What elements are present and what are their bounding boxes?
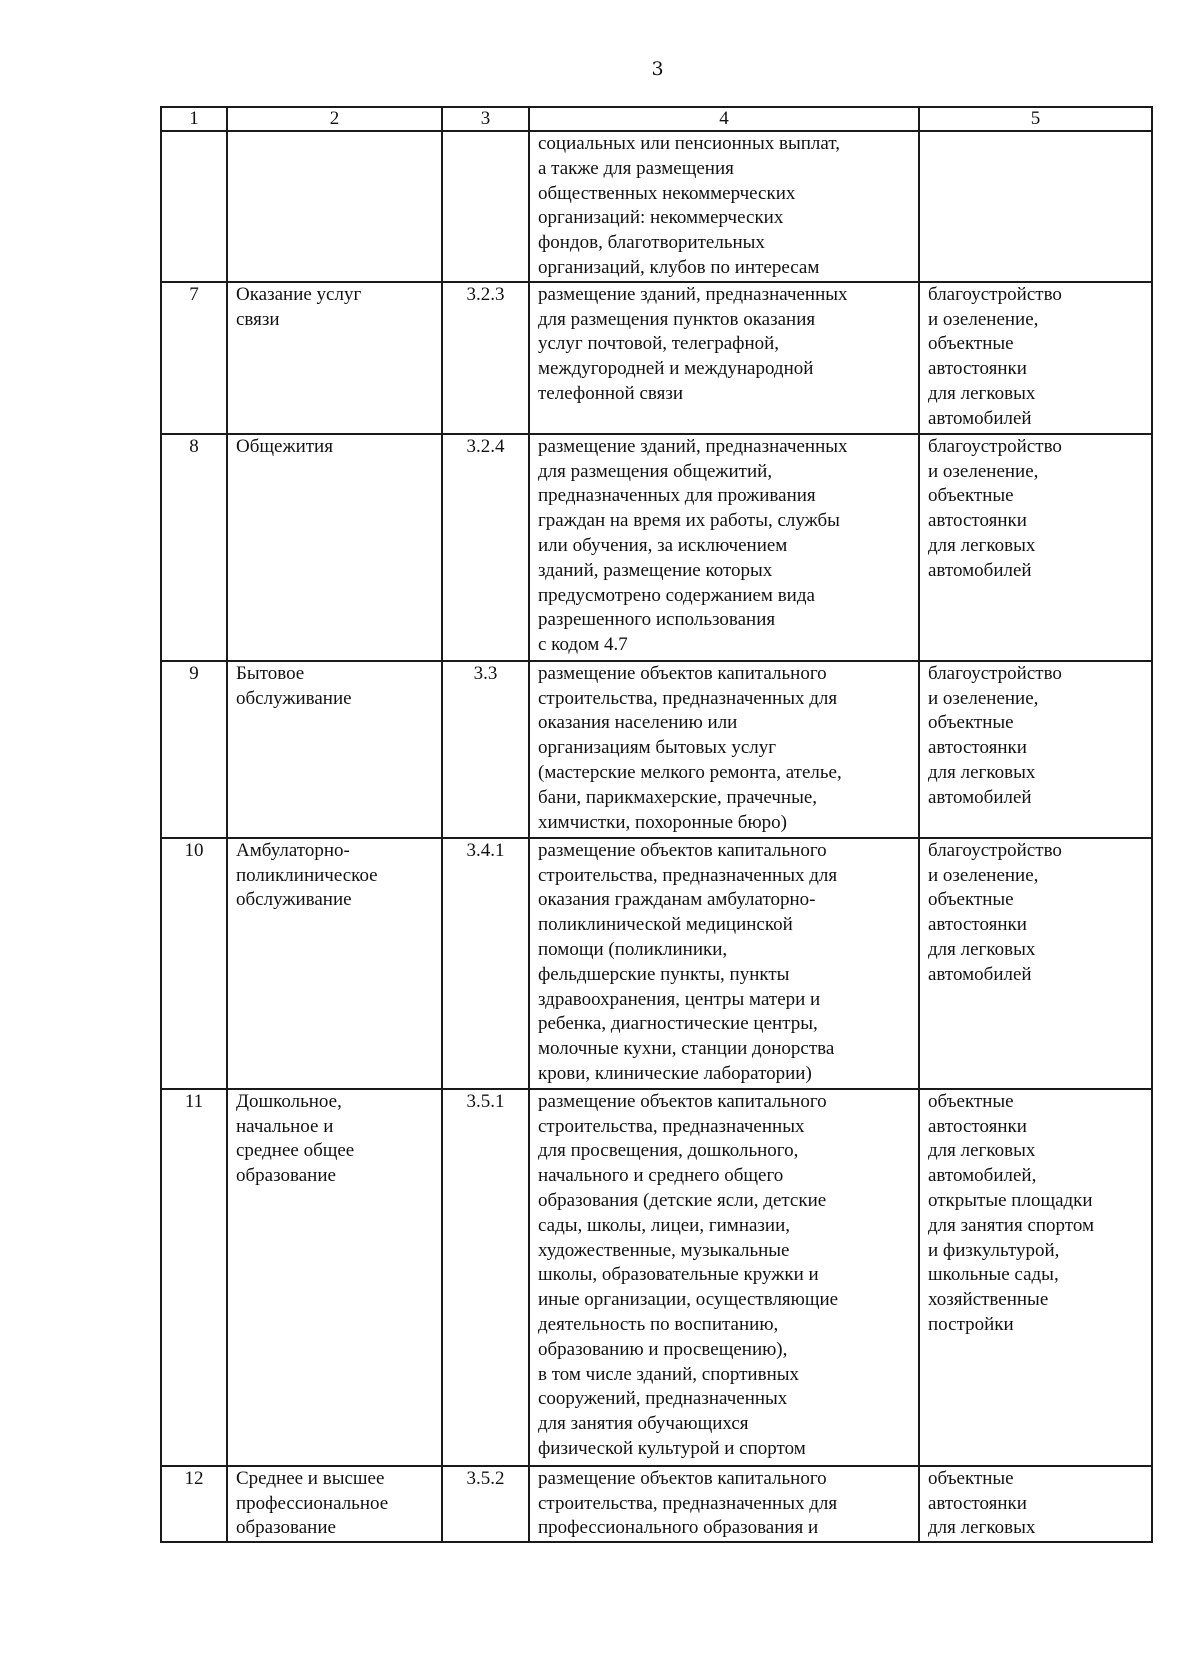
row-name <box>227 131 442 282</box>
row-description: социальных или пенсионных выплат, а также для размещения общественных некоммерческих организаций: некоммерческих фондов, благотворительных организаций, клубов по интересам <box>529 131 919 282</box>
row-description: размещение объектов капитального строительства, предназначенных для оказания населению или организациям бытовых услуг (мастерские мелкого ремонта, ателье, бани, парикмахерские, прачечные, химчистки, похоронные бюро) <box>529 661 919 838</box>
row-name: Среднее и высшее профессиональное образование <box>227 1466 442 1542</box>
header-col-4: 4 <box>529 107 919 131</box>
header-col-1: 1 <box>161 107 227 131</box>
row-number: 9 <box>161 661 227 838</box>
table-row <box>161 282 1152 434</box>
row-extra: благоустройство и озеленение, объектные автостоянки для легковых автомобилей <box>919 434 1152 661</box>
row-description: размещение зданий, предназначенных для размещения пунктов оказания услуг почтовой, телеграфной, междугородней и международной телефонной связи <box>529 282 919 434</box>
row-code: 3.2.4 <box>442 434 529 661</box>
row-number: 10 <box>161 838 227 1089</box>
row-code: 3.4.1 <box>442 838 529 1089</box>
row-name: Дошкольное, начальное и среднее общее образование <box>227 1089 442 1466</box>
table-row <box>161 434 1152 661</box>
row-extra: благоустройство и озеленение, объектные автостоянки для легковых автомобилей <box>919 661 1152 838</box>
row-number <box>161 131 227 282</box>
row-code: 3.2.3 <box>442 282 529 434</box>
row-description: размещение объектов капитального строительства, предназначенных для профессионального образования и <box>529 1466 919 1542</box>
row-description: размещение объектов капитального строительства, предназначенных для оказания гражданам амбулаторно- поликлинической медицинской помощи (поликлиники, фельдшерские пункты, пункты здравоохранения, центры матери и ребенка, диагностические центры, молочные кухни, станции донорства крови, клинические лаборатории) <box>529 838 919 1089</box>
row-number: 7 <box>161 282 227 434</box>
row-extra: благоустройство и озеленение, объектные автостоянки для легковых автомобилей <box>919 282 1152 434</box>
row-number: 11 <box>161 1089 227 1466</box>
row-name: Бытовое обслуживание <box>227 661 442 838</box>
row-code: 3.5.2 <box>442 1466 529 1542</box>
row-extra: объектные автостоянки для легковых автомобилей, открытые площадки для занятия спортом и физкультурой, школьные сады, хозяйственные постройки <box>919 1089 1152 1466</box>
row-code: 3.5.1 <box>442 1089 529 1466</box>
table-row <box>161 838 1152 1089</box>
row-extra: благоустройство и озеленение, объектные автостоянки для легковых автомобилей <box>919 838 1152 1089</box>
table-row <box>161 661 1152 838</box>
row-code: 3.3 <box>442 661 529 838</box>
row-number: 8 <box>161 434 227 661</box>
table-row <box>161 131 1152 282</box>
header-row <box>161 107 1152 131</box>
header-col-3: 3 <box>442 107 529 131</box>
row-name: Общежития <box>227 434 442 661</box>
row-description: размещение зданий, предназначенных для размещения общежитий, предназначенных для проживания граждан на время их работы, службы или обучения, за исключением зданий, размещение которых предусмотрено содержанием вида разрешенного использования с кодом 4.7 <box>529 434 919 661</box>
row-extra <box>919 131 1152 282</box>
row-name: Оказание услуг связи <box>227 282 442 434</box>
table-row <box>161 1089 1152 1466</box>
header-col-5: 5 <box>919 107 1152 131</box>
row-name: Амбулаторно- поликлиническое обслуживание <box>227 838 442 1089</box>
row-extra: объектные автостоянки для легковых <box>919 1466 1152 1542</box>
page-number: 3 <box>651 58 664 80</box>
header-col-2: 2 <box>227 107 442 131</box>
table-row <box>161 1466 1152 1542</box>
row-code <box>442 131 529 282</box>
row-number: 12 <box>161 1466 227 1542</box>
row-description: размещение объектов капитального строительства, предназначенных для просвещения, дошкольного, начального и среднего общего образования (детские ясли, детские сады, школы, лицеи, гимназии, художественные, музыкальные школы, образовательные кружки и иные организации, осуществляющие деятельность по воспитанию, образованию и просвещению), в том числе зданий, спортивных сооружений, предназначенных для занятия обучающихся физической культурой и спортом <box>529 1089 919 1466</box>
land-use-table <box>160 106 1153 1543</box>
